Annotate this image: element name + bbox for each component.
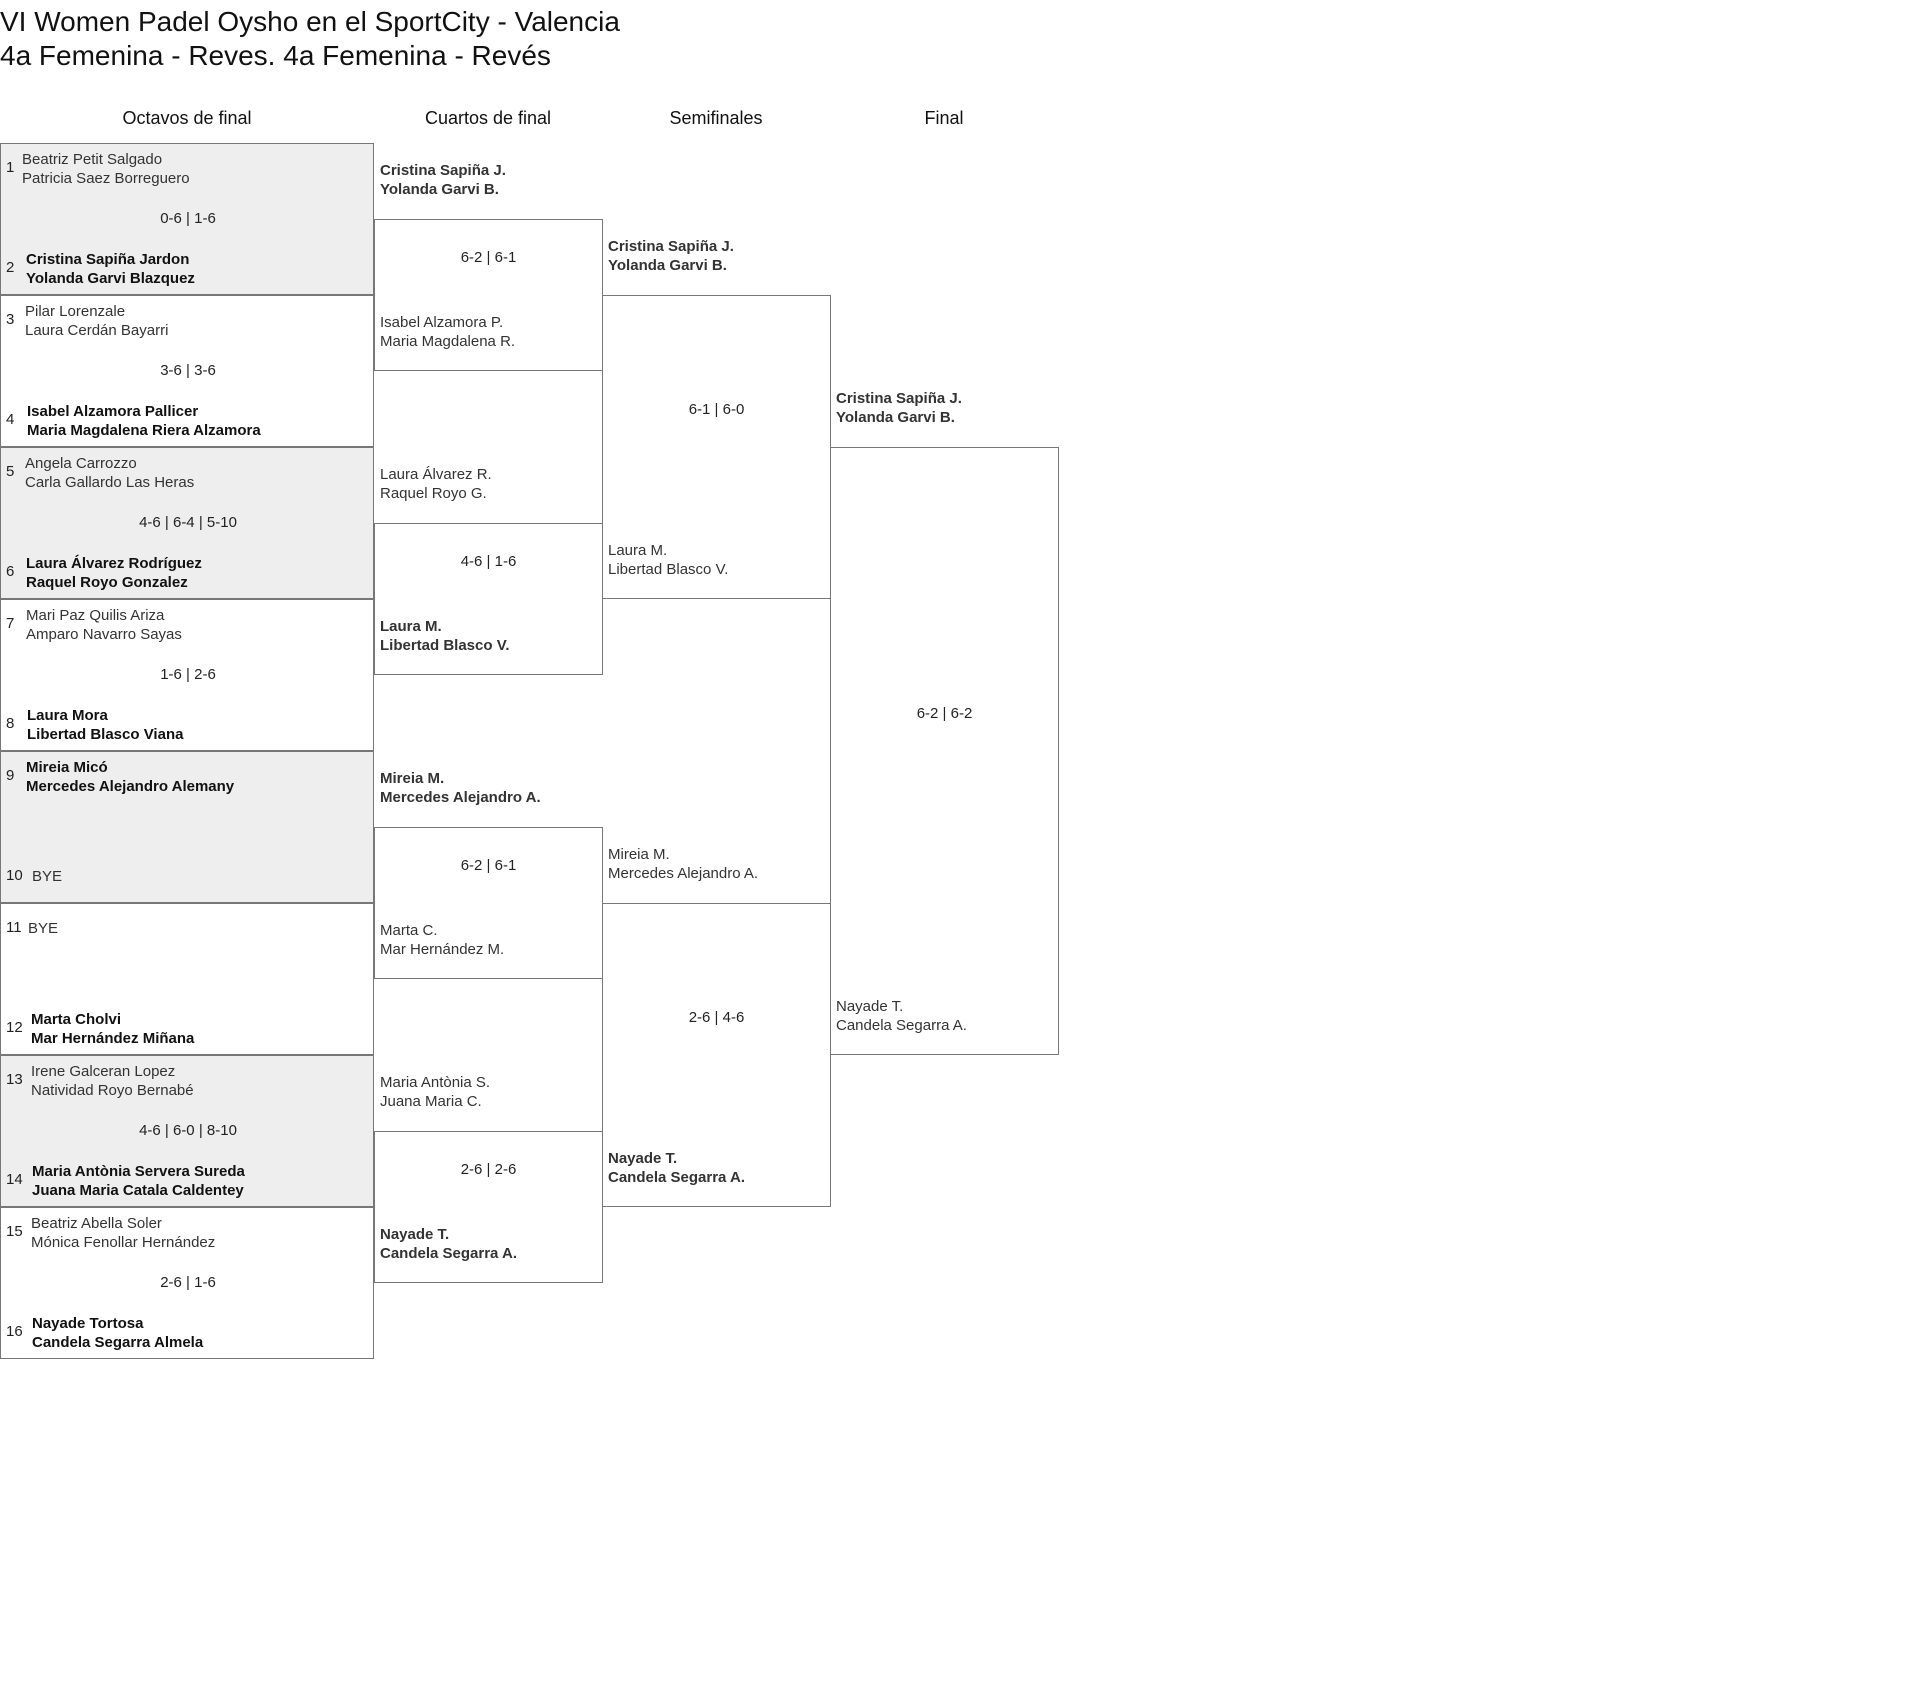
r16-match [0, 903, 374, 1055]
player-name: Candela Segarra A. [380, 1245, 517, 1262]
final-bracket-connector [830, 447, 1059, 1055]
qf-team [380, 921, 504, 959]
player-name: Libertad Blasco V. [380, 637, 510, 654]
round-header-sf: Semifinales [669, 108, 763, 128]
sf-team [608, 541, 728, 579]
final-team [836, 997, 967, 1035]
team-bottom-winner [26, 554, 202, 592]
player-name: Candela Segarra A. [608, 1169, 745, 1186]
player-name: Natividad Royo Bernabé [31, 1082, 194, 1099]
r16-match [0, 447, 374, 599]
seed-number: 11 [6, 919, 22, 936]
player-name: Laura Álvarez R. [380, 466, 492, 483]
player-name: Mari Paz Quilis Ariza [26, 607, 165, 624]
seed-number: 14 [6, 1171, 23, 1188]
final-team-winner [836, 389, 962, 427]
r16-match [0, 143, 374, 295]
player-name: Maria Magdalena R. [380, 333, 516, 350]
round-header-final: Final [924, 108, 964, 128]
seed-number: 13 [6, 1071, 23, 1088]
player-name: Maria Antònia Servera Sureda [32, 1163, 245, 1180]
player-name: Cristina Sapiña J. [380, 162, 506, 179]
player-name: Laura M. [380, 618, 442, 635]
player-name: BYE [32, 868, 63, 885]
match-score: 6-2 | 6-1 [460, 857, 517, 874]
match-score: 2-6 | 2-6 [460, 1161, 517, 1178]
player-name: Mónica Fenollar Hernández [31, 1234, 216, 1251]
sf-team-winner [608, 1149, 745, 1187]
qf-team [380, 465, 492, 503]
player-name: Nayade T. [380, 1226, 450, 1243]
player-name: Mireia M. [380, 770, 445, 787]
player-name: Nayade Tortosa [32, 1315, 144, 1332]
match-score: 2-6 | 1-6 [160, 1274, 216, 1291]
player-name: Libertad Blasco V. [608, 561, 729, 578]
seed-number: 2 [6, 259, 15, 276]
player-name: Yolanda Garvi B. [608, 257, 727, 274]
player-name: Cristina Sapiña Jardon [26, 251, 190, 268]
team-bottom-winner [26, 250, 195, 288]
player-name: Laura Cerdán Bayarri [25, 322, 169, 339]
player-name: Irene Galceran Lopez [31, 1063, 176, 1080]
player-name: Candela Segarra A. [836, 1017, 967, 1034]
player-name: Carla Gallardo Las Heras [25, 474, 195, 491]
seed-number: 12 [6, 1019, 23, 1036]
player-name: Beatriz Abella Soler [31, 1215, 162, 1232]
player-name: Mercedes Alejandro A. [608, 865, 759, 882]
seed-number: 1 [6, 159, 15, 176]
seed-number: 15 [6, 1223, 23, 1240]
team-bottom-winner [32, 1314, 203, 1352]
player-name: Mercedes Alejandro Alemany [26, 778, 235, 795]
team-bottom-winner [27, 706, 183, 744]
player-name: Libertad Blasco Viana [27, 726, 184, 743]
player-name: Laura M. [608, 542, 668, 559]
sf-team-winner [608, 237, 734, 275]
sf-team [608, 845, 758, 883]
player-name: Beatriz Petit Salgado [22, 151, 163, 168]
match-score: 3-6 | 3-6 [160, 362, 216, 379]
team-bottom [32, 867, 62, 886]
team-top [22, 150, 190, 188]
player-name: Nayade T. [836, 998, 904, 1015]
player-name: Pilar Lorenzale [25, 303, 126, 320]
seed-number: 3 [6, 311, 15, 328]
match-score: 4-6 | 6-0 | 8-10 [139, 1122, 237, 1139]
player-name: Maria Magdalena Riera Alzamora [27, 422, 261, 439]
player-name: Raquel Royo G. [380, 485, 487, 502]
page-title: VI Women Padel Oysho en el SportCity - Valencia [0, 6, 620, 37]
seed-number: 16 [6, 1323, 23, 1340]
player-name: Laura Mora [27, 707, 108, 724]
final-score: 6-2 | 6-2 [916, 705, 973, 722]
qf-team-winner [380, 1225, 517, 1263]
team-top [28, 919, 58, 938]
player-name: Maria Antònia S. [380, 1074, 491, 1091]
player-name: Candela Segarra Almela [32, 1334, 204, 1351]
match-score: 6-1 | 6-0 [688, 401, 745, 418]
seed-number: 5 [6, 463, 15, 480]
player-name: Raquel Royo Gonzalez [26, 574, 188, 591]
team-top [31, 1214, 215, 1252]
player-name: Marta Cholvi [31, 1011, 122, 1028]
seed-number: 8 [6, 715, 15, 732]
match-score: 1-6 | 2-6 [160, 666, 216, 683]
player-name: Marta C. [380, 922, 438, 939]
match-score: 0-6 | 1-6 [160, 210, 216, 227]
team-top [26, 606, 182, 644]
qf-team [380, 313, 515, 351]
player-name: Isabel Alzamora P. [380, 314, 504, 331]
player-name: Juana Maria C. [380, 1093, 482, 1110]
seed-number: 6 [6, 563, 15, 580]
team-bottom-winner [32, 1162, 245, 1200]
player-name: Amparo Navarro Sayas [26, 626, 182, 643]
player-name: BYE [28, 920, 59, 937]
player-name: Cristina Sapiña J. [608, 238, 734, 255]
r16-match [0, 751, 374, 903]
player-name: Mireia M. [608, 846, 670, 863]
player-name: Nayade T. [608, 1150, 678, 1167]
seed-number: 4 [6, 411, 15, 428]
player-name: Yolanda Garvi Blazquez [26, 270, 195, 287]
team-top [31, 1062, 194, 1100]
player-name: Patricia Saez Borreguero [22, 170, 190, 187]
r16-match [0, 295, 374, 447]
match-score: 2-6 | 4-6 [688, 1009, 745, 1026]
player-name: Mar Hernández Miñana [31, 1030, 195, 1047]
team-top-winner [26, 758, 234, 796]
qf-team-winner [380, 769, 541, 807]
player-name: Juana Maria Catala Caldentey [32, 1182, 244, 1199]
r16-match [0, 1055, 374, 1207]
r16-match [0, 1207, 374, 1359]
match-score: 6-2 | 6-1 [460, 249, 517, 266]
team-bottom-winner [27, 402, 261, 440]
match-score: 4-6 | 6-4 | 5-10 [139, 514, 237, 531]
qf-team-winner [380, 617, 510, 655]
player-name: Mercedes Alejandro A. [380, 789, 541, 806]
round-header-r16: Octavos de final [122, 108, 252, 128]
r16-match [0, 599, 374, 751]
seed-number: 10 [6, 867, 23, 884]
qf-team-winner [380, 161, 506, 199]
round-header-qf: Cuartos de final [424, 108, 552, 128]
player-name: Isabel Alzamora Pallicer [27, 403, 199, 420]
player-name: Mar Hernández M. [380, 941, 505, 958]
player-name: Yolanda Garvi B. [836, 409, 955, 426]
page-subtitle: 4a Femenina - Reves. 4a Femenina - Revés [0, 40, 551, 71]
player-name: Cristina Sapiña J. [836, 390, 962, 407]
player-name: Mireia Micó [26, 759, 108, 776]
qf-team [380, 1073, 490, 1111]
match-score: 4-6 | 1-6 [460, 553, 517, 570]
player-name: Laura Álvarez Rodríguez [26, 555, 202, 572]
team-top [25, 302, 168, 340]
team-bottom-winner [31, 1010, 194, 1048]
player-name: Yolanda Garvi B. [380, 181, 499, 198]
team-top [25, 454, 194, 492]
seed-number: 9 [6, 767, 15, 784]
player-name: Angela Carrozzo [25, 455, 137, 472]
seed-number: 7 [6, 615, 15, 632]
